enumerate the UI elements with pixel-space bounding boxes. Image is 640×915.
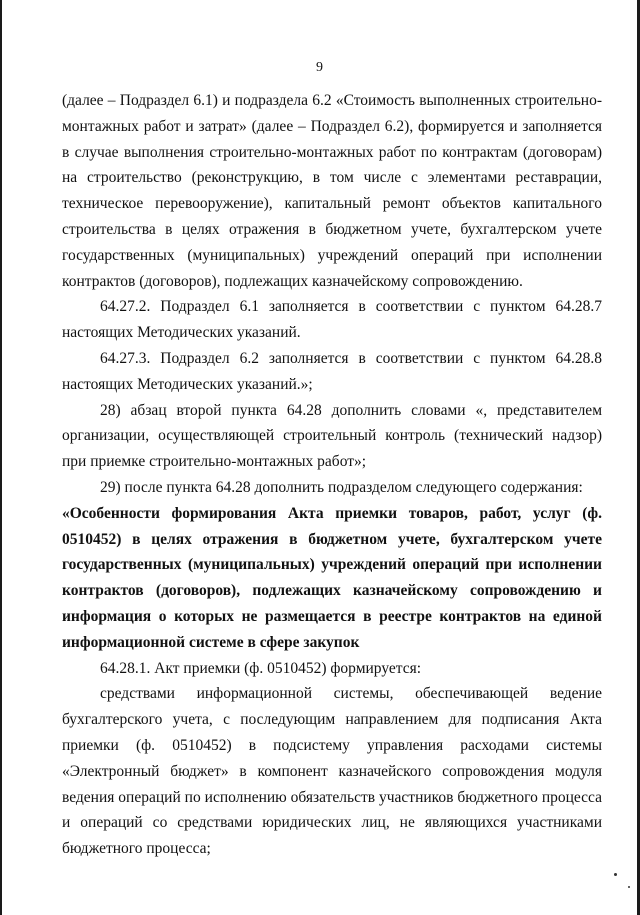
page-number: 9 <box>316 60 323 75</box>
paragraph-means: средствами информационной системы, обеспечивающей ведение бухгалтерского учета, с последующим направлением для подписания Акта приемки (ф. 0510452) в подсистему управления расходами системы «Электронный бюджет» в компонент казначейского сопровождения модуля ведения операций по исполнению обязательств участников бюджетного процесса и операций со средствами юридических лиц, не являющихся участниками бюджетного процесса; <box>62 685 602 858</box>
paragraph-item-28: 28) абзац второй пункта 64.28 дополнить словами «, представителем организации, осуществляющей строительный контроль (технический надзор) при приемке строительно-монтажных работ»; <box>62 401 602 471</box>
scan-speck <box>614 873 617 876</box>
section-heading: «Особенности формирования Акта приемки товаров, работ, услуг (ф. 0510452) в целях отражения в бюджетном учете, бухгалтерском учете государственных (муниципальных) учреждений операций при исполнении контрактов (договоров), подлежащих казначейскому сопровождению и информация о которых не размещается в реестре контрактов на единой информационной системе в сфере закупок <box>62 504 602 651</box>
paragraph-continuation: (далее – Подраздел 6.1) и подраздела 6.2 «Стоимость выполненных строительно-монтажных работ и затрат» (далее – Подраздел 6.2), формируется и заполняется в случае выполнения строительно-монтажных работ по контрактам (договорам) на строительство (реконструкцию, в том числе с элементами реставрации, техническое перевооружение), капитальный ремонт объектов капитального строительства в целях отражения в бюджетном учете, бухгалтерском учете государственных (муниципальных) учреждений операций при исполнении контрактов (договоров), подлежащих казначейскому сопровождению. <box>62 92 602 290</box>
scan-speck <box>628 886 630 888</box>
paragraph-64-27-3: 64.27.3. Подраздел 6.2 заполняется в соответствии с пунктом 64.28.8 настоящих Методических указаний.»; <box>62 349 602 393</box>
paragraph-item-29: 29) после пункта 64.28 дополнить подразделом следующего содержания: <box>100 478 583 496</box>
paragraph-64-28-1: 64.28.1. Акт приемки (ф. 0510452) формируется: <box>100 659 422 677</box>
document-body <box>62 88 602 862</box>
paragraph-64-27-2: 64.27.2. Подраздел 6.1 заполняется в соответствии с пунктом 64.28.7 настоящих Методических указаний. <box>62 298 602 342</box>
